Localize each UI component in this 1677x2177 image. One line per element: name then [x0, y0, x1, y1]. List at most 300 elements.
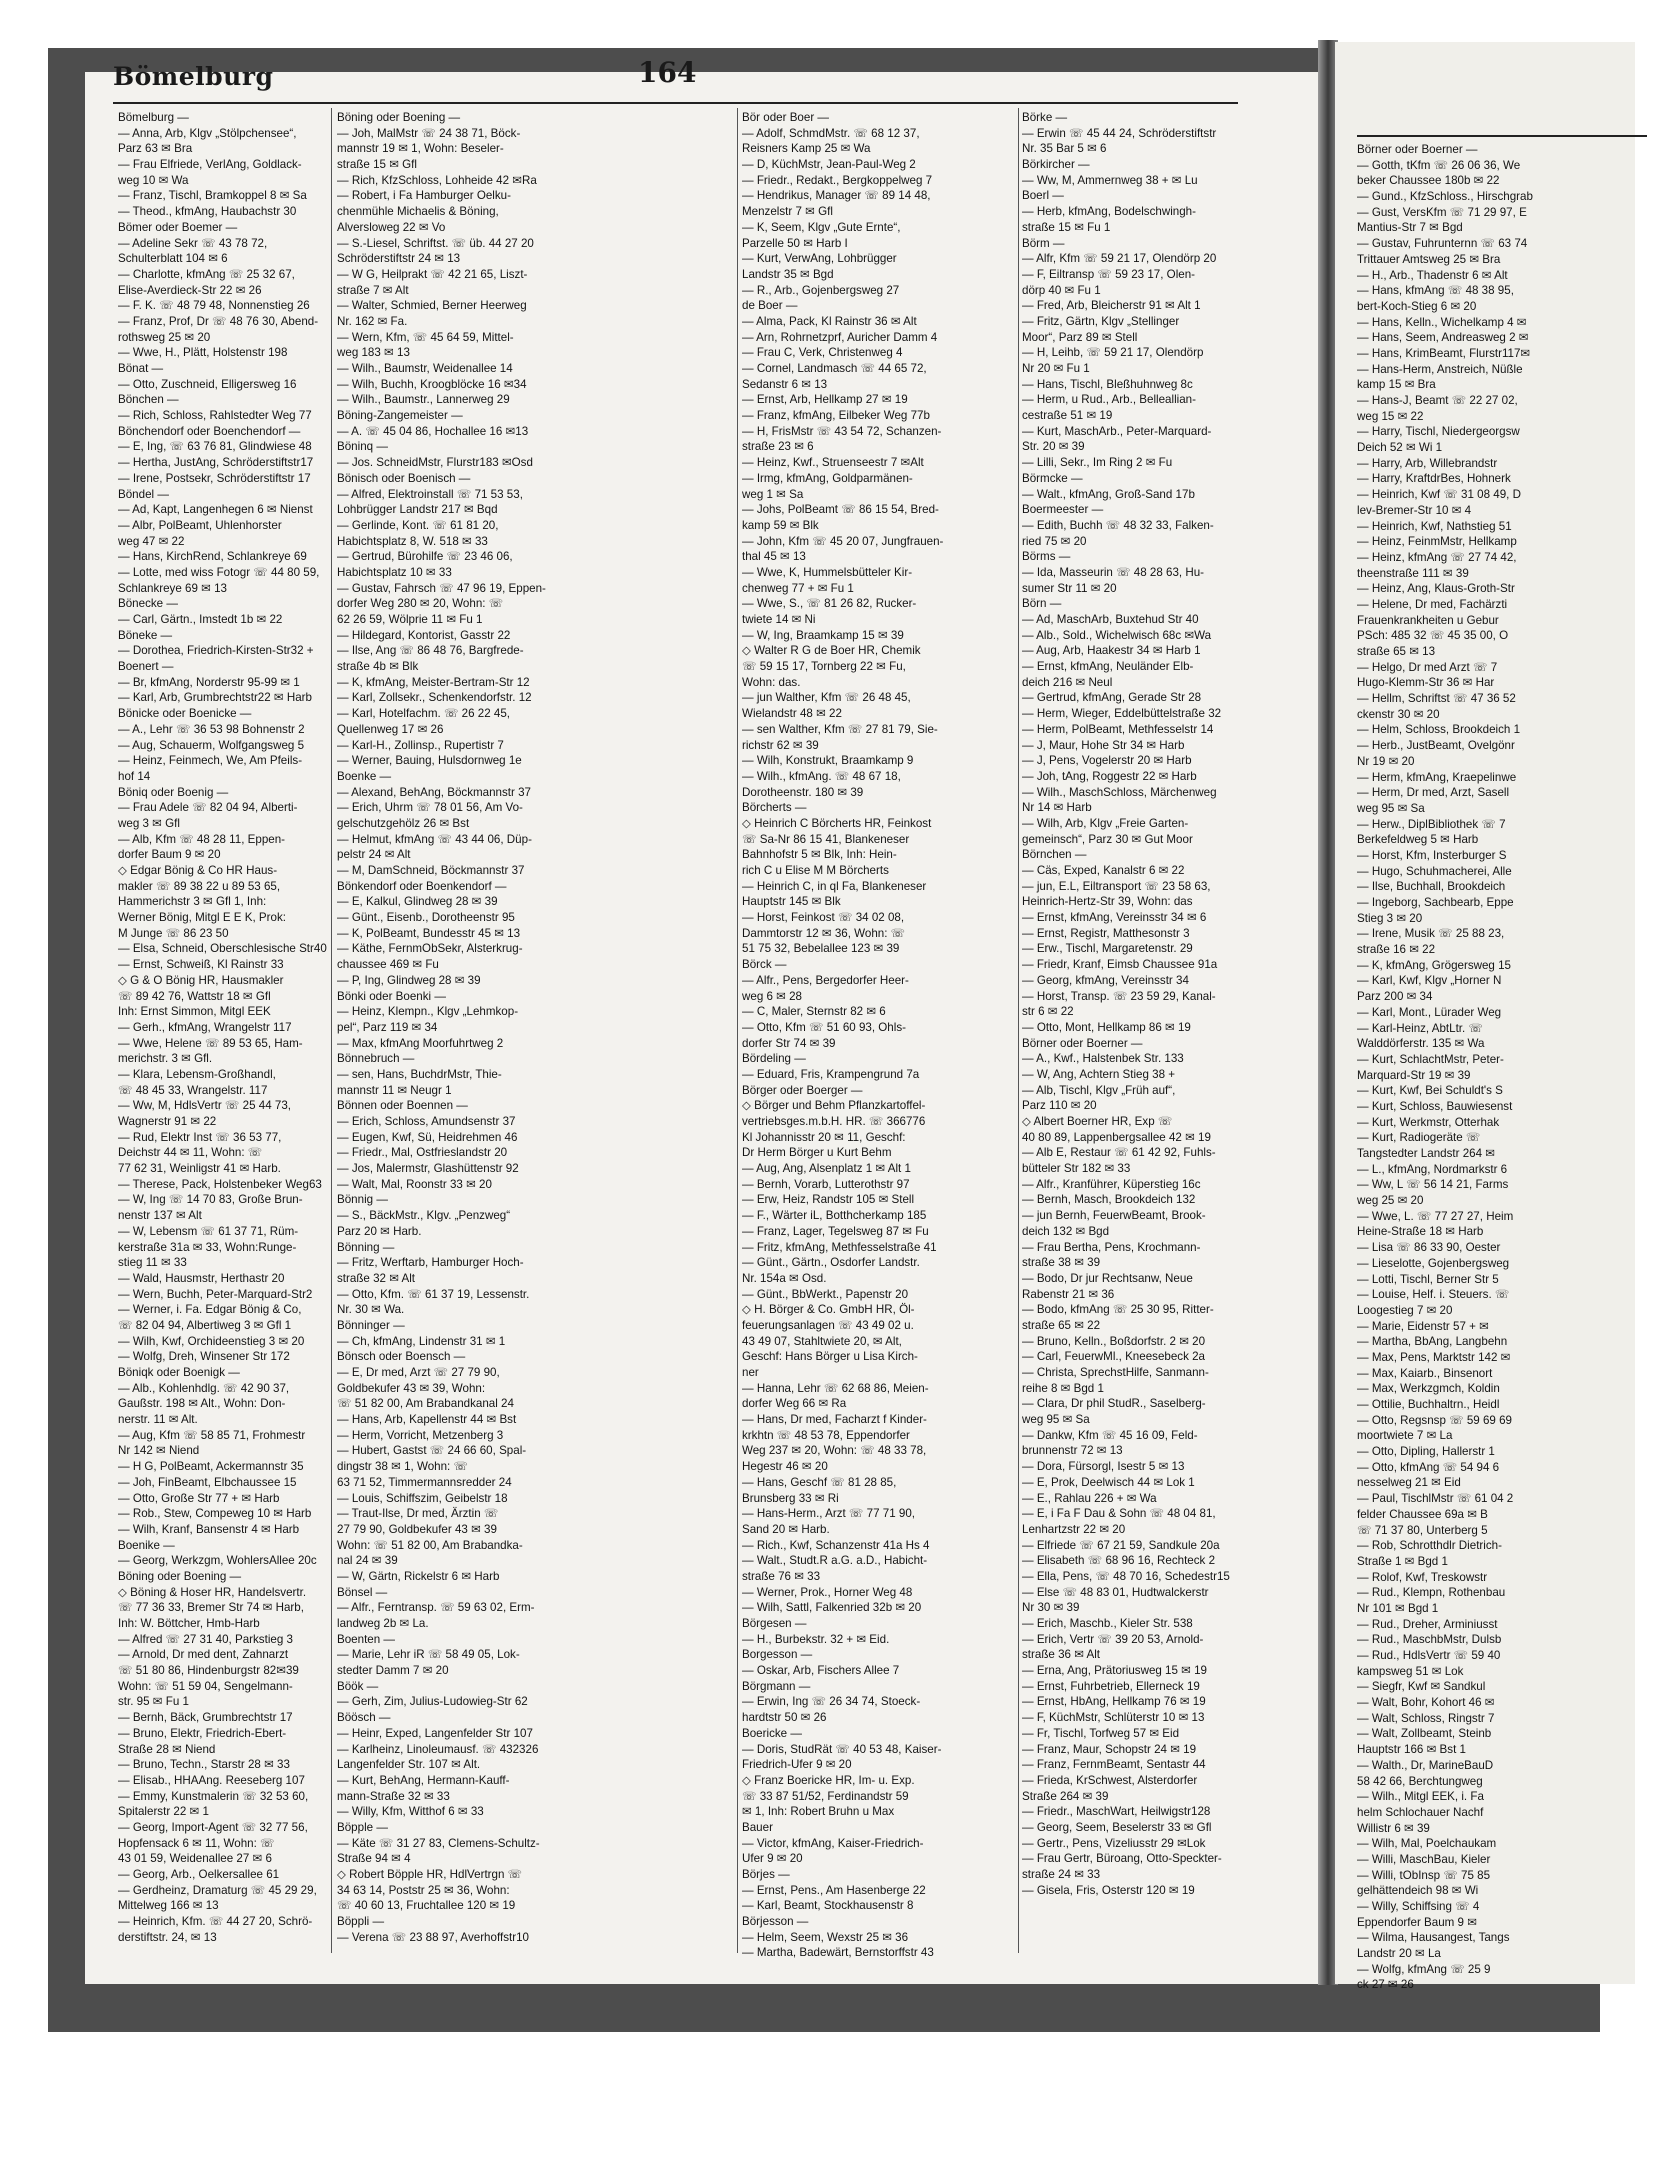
directory-entry-line: — W, Gärtn, Rickelstr 6 ✉ Harb [337, 1569, 500, 1583]
directory-entry-line: ✉ 1, Inh: Robert Bruhn u Max [742, 1805, 895, 1819]
directory-entry-line: — Franz, kfmAng, Eilbeker Weg 77b [742, 409, 930, 423]
directory-entry-line: ☏ 82 04 94, Albertiweg 3 ✉ Gfl 1 [118, 1318, 292, 1332]
directory-entry-line: — Ernst, kfmAng, Vereinsstr 34 ✉ 6 [1022, 911, 1207, 925]
directory-entry-line: — John, Kfm ☏ 45 20 07, Jungfrauen- [742, 534, 944, 548]
directory-entry-line: — Eduard, Fris, Krampengrund 7a [742, 1067, 920, 1081]
directory-entry-line: — Hans, Tischl, Bleßhuhnweg 8c [1022, 377, 1193, 391]
directory-entry-line: — Bruno, Elektr, Friedrich-Ebert- [118, 1726, 287, 1740]
directory-entry-line: — Alb, Kfm ☏ 48 28 11, Eppen- [118, 832, 286, 846]
directory-entry-line: straße 15 ✉ Fu 1 [1022, 220, 1111, 234]
next-page-entry-line: beker Chaussee 180b ✉ 22 [1357, 174, 1500, 188]
next-page-entry-line: — Willi, tObInsp ☏ 75 85 [1357, 1868, 1491, 1882]
next-page-entry-line: Nr 19 ✉ 20 [1357, 754, 1415, 768]
directory-entry-line: — Otto, Kfm ☏ 51 60 93, Ohls- [742, 1020, 906, 1034]
next-page-entry-line: — Lotti, Tischl, Berner Str 5 [1357, 1272, 1499, 1286]
directory-entry-line: Börck — [742, 958, 787, 972]
directory-entry-line: dorfer Str 74 ✉ 39 [742, 1036, 836, 1050]
next-page-entry-line: — Harry, Arb, Willebrandstr [1357, 456, 1498, 470]
directory-entry-line: — Cornel, Landmasch ☏ 44 65 72, [742, 362, 927, 375]
directory-entry-line: 43 49 07, Stahltwiete 20, ✉ Alt, [742, 1334, 902, 1348]
directory-entry-line: — K, PolBeamt, Bundesstr 45 ✉ 13 [337, 926, 521, 940]
directory-entry-line: — Franz, Prof, Dr ☏ 48 76 30, Abend- [118, 314, 319, 328]
directory-entry-line: — A., Kwf., Halstenbek Str. 133 [1022, 1052, 1184, 1066]
directory-entry-line: — Gertr., Pens, Vizeliusstr 29 ✉Lok [1022, 1836, 1206, 1850]
directory-entry-line: — Otto, Kfm. ☏ 61 37 19, Lessenstr. [337, 1287, 530, 1301]
directory-entry-line: Goldbekufer 43 ✉ 39, Wohn: [337, 1381, 486, 1395]
directory-entry-line: rothsweg 25 ✉ 20 [118, 330, 211, 344]
directory-entry-line: Bönicke oder Boenicke — [118, 707, 252, 721]
directory-entry-line: — Otto, Zuschneid, Elligersweg 16 [118, 377, 297, 391]
directory-entry-line: ◇ G & O Bönig HR, Hausmakler [118, 973, 284, 987]
directory-entry-line: — F., Wärter iL, Botthcherkamp 185 [742, 1209, 927, 1223]
directory-entry-line: ◇ Albert Boerner HR, Exp ☏ [1022, 1115, 1173, 1128]
directory-entry-line: — Hans, Dr med, Facharzt f Kinder- [742, 1413, 927, 1427]
directory-entry-line: Börke — [1022, 111, 1068, 124]
next-page-entry-line: — Hans, KrimBeamt, Flurstr117✉ [1357, 346, 1531, 360]
next-page-entry-line: — Heinz, FeinmMstr, Hellkamp [1357, 535, 1517, 549]
directory-entry-line: — Walt., Studt.R a.G. a.D., Habicht- [742, 1554, 928, 1568]
directory-entry-line: Börn — [1022, 597, 1062, 611]
next-page-entry-line: — Kurt, Schloss, Bauwiesenst [1357, 1099, 1513, 1113]
next-page-entry-line: — Gustav, Fuhrunternn ☏ 63 74 [1357, 237, 1528, 251]
directory-entry-line: bütteler Str 182 ✉ 33 [1022, 1162, 1131, 1176]
next-page-entry-line: — Lieselotte, Gojenbergsweg [1357, 1256, 1510, 1270]
next-page-entry-line: — Marie, Eidenstr 57 + ✉ [1357, 1319, 1489, 1333]
directory-entry-line: Boenke — [337, 769, 392, 783]
next-page-entry-line: — Rob, Schrotthdlr Dietrich- [1357, 1539, 1502, 1553]
directory-entry-line: — F, KüchMstr, Schlüterstr 10 ✉ 13 [1022, 1711, 1205, 1725]
next-page-entry-line: weg 15 ✉ 22 [1357, 409, 1424, 423]
directory-entry-line: — Erwin, Ing ☏ 26 34 74, Stoeck- [742, 1695, 921, 1709]
next-page-entry-line: — Willy, Schiffsing ☏ 4 [1357, 1900, 1480, 1913]
next-page-entry-line: PSch: 485 32 ☏ 45 35 00, O [1357, 629, 1509, 643]
directory-entry-line: — Alfr., Ferntransp. ☏ 59 63 02, Erm- [337, 1601, 535, 1615]
next-page-entry-line: — Wilma, Hausangest, Tangs [1357, 1931, 1510, 1945]
directory-entry-line: — Heinrich C, in ql Fa, Blankeneser [742, 879, 927, 893]
directory-entry-line: Börms — [1022, 550, 1071, 564]
next-page-entry-line: Landstr 20 ✉ La [1357, 1947, 1441, 1961]
directory-entry-line: weg 6 ✉ 28 [742, 989, 802, 1003]
directory-entry-line: Lenhartzstr 22 ✉ 20 [1022, 1522, 1126, 1536]
directory-entry-line: — Hildegard, Kontorist, Gasstr 22 [337, 628, 511, 642]
next-page-entry-line: Berkefeldweg 5 ✉ Harb [1357, 833, 1479, 847]
next-page-entry-line: Trittauer Amtsweg 25 ✉ Bra [1357, 252, 1501, 266]
directory-entry-line: weg 10 ✉ Wa [118, 173, 189, 187]
directory-entry-line: — W, Ing ☏ 14 70 83, Große Brun- [118, 1193, 303, 1207]
column-divider [1018, 108, 1019, 1953]
directory-column-1 [118, 110, 328, 1945]
directory-entry-line: — Alfred ☏ 27 31 40, Parkstieg 3 [118, 1632, 293, 1646]
directory-entry-line: — Friedr, Kranf, Eimsb Chaussee 91a [1022, 958, 1218, 972]
directory-column-3 [742, 110, 1014, 1961]
directory-entry-line: — Wwe, S., ☏ 81 26 82, Rucker- [742, 597, 917, 611]
directory-entry-line: — Herm, u Rud., Arb., Belleallian- [1022, 393, 1196, 407]
directory-entry-line: Langenfelder Str. 107 ✉ Alt. [337, 1758, 481, 1772]
directory-entry-line: — Jos, Malermstr, Glashüttenstr 92 [337, 1162, 519, 1176]
directory-entry-line: Börmcke — [1022, 471, 1083, 485]
next-page-entry-line: Parz 200 ✉ 34 [1357, 990, 1433, 1004]
directory-entry-line: — Franz, FernmBeamt, Sentastr 44 [1022, 1758, 1206, 1772]
directory-entry-line: — Joh, FinBeamt, Elbchaussee 15 [118, 1475, 297, 1489]
directory-entry-line: gemeinsch“, Parz 30 ✉ Gut Moor [1022, 832, 1193, 846]
next-page-entry-line: — Kurt, Radiogeräte ☏ [1357, 1131, 1481, 1145]
directory-entry-line: — Gertrud, kfmAng, Gerade Str 28 [1022, 691, 1202, 705]
directory-entry-line: Bönki oder Boenki — [337, 989, 446, 1003]
next-page-entry-line: — Hellm, Schriftst ☏ 47 36 52 [1357, 692, 1516, 706]
directory-entry-line: — J, Pens, Vogelerstr 20 ✉ Harb [1022, 754, 1192, 768]
next-page-entry-line: Deich 52 ✉ Wi 1 [1357, 441, 1443, 455]
directory-entry-line: Lohbrügger Landstr 217 ✉ Bqd [337, 503, 498, 517]
directory-entry-line: — Karl, Arb, Grumbrechtstr22 ✉ Harb [118, 691, 312, 705]
directory-entry-line: Hopfensack 6 ✉ 11, Wohn: ☏ [118, 1836, 275, 1850]
page-number: 164 [638, 56, 697, 89]
directory-entry-line: Spitalerstr 22 ✉ 1 [118, 1805, 209, 1819]
directory-entry-line: — Erwin ☏ 45 44 24, Schröderstiftstr [1022, 126, 1217, 140]
next-page-entry-line: lev-Bremer-Str 10 ✉ 4 [1357, 503, 1472, 517]
directory-entry-line: — E., Rahlau 226 + ✉ Wa [1022, 1491, 1157, 1505]
directory-entry-line: straße 7 ✉ Alt [337, 283, 409, 297]
directory-entry-line: Böök — [337, 1679, 379, 1693]
directory-entry-line: — A. ☏ 45 04 86, Hochallee 16 ✉13 [337, 424, 529, 438]
directory-entry-line: Parz 20 ✉ Harb. [337, 1224, 422, 1238]
directory-entry-line: — Wern, Kfm, ☏ 45 64 59, Mittel- [337, 330, 514, 344]
directory-entry-line: — Horst, Feinkost ☏ 34 02 08, [742, 911, 905, 925]
directory-entry-line: — Wilh., kfmAng. ☏ 48 67 18, [742, 769, 901, 783]
directory-entry-line: — Elfriede ☏ 67 21 59, Sandkule 20a [1022, 1538, 1220, 1552]
directory-entry-line: ☏ 33 87 51/52, Ferdinandstr 59 [742, 1789, 909, 1803]
directory-entry-line: — Erich, Maschb., Kieler Str. 538 [1022, 1617, 1193, 1630]
next-page-entry-line: — Hans-Herm, Anstreich, Nüßle [1357, 362, 1523, 376]
directory-entry-line: Wohn: ☏ 51 59 04, Sengelmann- [118, 1679, 293, 1693]
directory-entry-line: — Clara, Dr phil StudR., Saselberg- [1022, 1397, 1206, 1411]
directory-entry-line: Sand 20 ✉ Harb. [742, 1522, 830, 1536]
next-page-entry-line: Frauenkrankheiten u Gebur [1357, 613, 1499, 627]
directory-entry-line: — Br, kfmAng, Norderstr 95-99 ✉ 1 [118, 675, 300, 689]
next-page-entry-line: — Louise, Helf. i. Steuers. ☏ [1357, 1288, 1510, 1302]
directory-entry-line: Straße 28 ✉ Niend [118, 1742, 216, 1756]
directory-entry-line: — K, kfmAng, Meister-Bertram-Str 12 [337, 675, 530, 689]
next-page-entry-line: — Kurt, Kwf, Bei Schuldt's S [1357, 1084, 1503, 1098]
next-page-entry-line: — Wilh, Mal, Poelchaukam [1357, 1837, 1497, 1851]
directory-entry-line: — Herm, PolBeamt, Methfesselstr 14 [1022, 722, 1214, 736]
next-page-entry-line: Walddörferstr. 135 ✉ Wa [1357, 1037, 1485, 1051]
directory-entry-line: — Else ☏ 48 83 01, Hudtwalckerstr [1022, 1585, 1209, 1599]
directory-entry-line: — Carl, Gärtn., Imstedt 1b ✉ 22 [118, 613, 283, 626]
directory-entry-line: — Gerdheinz, Dramaturg ☏ 45 29 29, [118, 1883, 317, 1897]
directory-entry-line: Parz 110 ✉ 20 [1022, 1099, 1097, 1113]
directory-entry-line: dorfer Weg 66 ✉ Ra [742, 1397, 847, 1411]
directory-entry-line: ◇ Walter R G de Boer HR, Chemik [742, 644, 921, 658]
directory-entry-line: Böndel — [118, 487, 169, 501]
next-page-header-rule [1357, 135, 1647, 137]
directory-entry-line: — Wilh, Konstrukt, Braamkamp 9 [742, 754, 914, 768]
next-page-entry-line: — Paul, TischlMstr ☏ 61 04 2 [1357, 1492, 1514, 1506]
directory-entry-line: Heinrich-Hertz-Str 39, Wohn: das [1022, 895, 1193, 909]
directory-entry-line: — Emmy, Kunstmalerin ☏ 32 53 60, [118, 1789, 309, 1803]
directory-entry-line: — Jos. SchneidMstr, Flurstr183 ✉Osd [337, 456, 533, 470]
directory-entry-line: Wohn: das. [742, 675, 801, 689]
directory-entry-line: — Irene, Postsekr, Schröderstiftstr 17 [118, 471, 311, 485]
directory-entry-line: feuerungsanlagen ☏ 43 49 02 u. [742, 1318, 914, 1332]
directory-entry-line: Dr Herm Börger u Kurt Behm [742, 1146, 892, 1160]
directory-entry-line: — Otto, Große Str 77 + ✉ Harb [118, 1491, 280, 1505]
directory-entry-line: — Ww, M, HdlsVertr ☏ 25 44 73, [118, 1099, 291, 1113]
next-page-entry-line: — H., Arb., Thadenstr 6 ✉ Alt [1357, 268, 1508, 282]
directory-entry-line: — M, DamSchneid, Böckmannstr 37 [337, 864, 525, 877]
next-page-entry-line: — Walt, Zollbeamt, Steinb [1357, 1727, 1492, 1741]
directory-entry-line: Geschf: Hans Börger u Lisa Kirch- [742, 1350, 918, 1364]
directory-entry-line: — Carl, FeuerwMl., Kneesebeck 2a [1022, 1350, 1205, 1364]
directory-entry-line: — Frau C, Verk, Christenweg 4 [742, 346, 903, 360]
directory-entry-line: — Herb, kfmAng, Bodelschwingh- [1022, 205, 1196, 219]
next-page-entry-line: Tangstedter Landstr 264 ✉ [1357, 1147, 1495, 1160]
next-page-entry-line: — Hans, Kelln., Wichelkamp 4 ✉ [1357, 315, 1527, 329]
directory-entry-line: — Lilli, Sekr., Im Ring 2 ✉ Fu [1022, 456, 1173, 470]
directory-entry-line: Moor“, Parz 89 ✉ Stell [1022, 330, 1138, 344]
directory-entry-line: — Herm, Wieger, Eddelbüttelstraße 32 [1022, 707, 1222, 721]
directory-entry-line: — W G, Heilprakt ☏ 42 21 65, Liszt- [337, 267, 528, 281]
directory-entry-line: — Otto, Mont, Hellkamp 86 ✉ 19 [1022, 1020, 1191, 1034]
directory-entry-line: — Robert, i Fa Hamburger Oelku- [337, 189, 511, 203]
next-page-entry-line: — Siegfr, Kwf ✉ Sandkul [1357, 1680, 1486, 1694]
next-page-entry-line: Hauptstr 166 ✉ Bst 1 [1357, 1743, 1466, 1757]
directory-entry-line: — Wilh, Kranf, Bansenstr 4 ✉ Harb [118, 1522, 300, 1536]
directory-entry-line: dorfer Baum 9 ✉ 20 [118, 848, 221, 862]
directory-entry-line: — Friedr., Mal, Ostfrieslandstr 20 [337, 1146, 508, 1160]
next-page-entry-line: gelhättendeich 98 ✉ Wi [1357, 1884, 1479, 1898]
directory-entry-line: 77 62 31, Weinligstr 41 ✉ Harb. [118, 1162, 281, 1176]
directory-entry-line: — Charlotte, kfmAng ☏ 25 32 67, [118, 267, 295, 281]
next-page-entry-line: — Hans, Seem, Andreasweg 2 ✉ [1357, 331, 1529, 345]
next-page-entry-line: — Walth., Dr, MarineBauD [1357, 1758, 1494, 1772]
directory-entry-line: — Rud, Elektr Inst ☏ 36 53 77, [118, 1130, 282, 1144]
directory-entry-line: — F. K. ☏ 48 79 48, Nonnenstieg 26 [118, 299, 310, 313]
directory-entry-line: — Kurt, BehAng, Hermann-Kauff- [337, 1773, 510, 1787]
directory-entry-line: — E, Kalkul, Glindweg 28 ✉ 39 [337, 895, 498, 909]
directory-entry-line: Bahnhofstr 5 ✉ Blk, Inh: Hein- [742, 848, 897, 862]
directory-entry-line: — Wwe, Helene ☏ 89 53 65, Ham- [118, 1036, 303, 1050]
next-page-entry-line: ck 27 ✉ 26 [1357, 1978, 1414, 1992]
next-page-entry-line: — Karl, Kwf, Klgv „Horner N [1357, 974, 1502, 988]
directory-entry-line: — Victor, kfmAng, Kaiser-Friedrich- [742, 1836, 924, 1850]
directory-entry-line: Bör oder Boer — [742, 111, 829, 124]
directory-entry-line: dingstr 38 ✉ 1, Wohn: ☏ [337, 1460, 468, 1474]
directory-entry-line: Böösch — [337, 1711, 391, 1725]
directory-entry-line: Bönnig — [337, 1193, 388, 1207]
directory-entry-line: — Aug, Ang, Alsenplatz 1 ✉ Alt 1 [742, 1162, 911, 1176]
directory-entry-line: — Karlheinz, Linoleumausf. ☏ 432326 [337, 1742, 539, 1756]
next-page-entry-line: — Rud., Dreher, Arminiusst [1357, 1617, 1498, 1631]
directory-entry-line: Dammtorstr 12 ✉ 36, Wohn: ☏ [742, 926, 906, 940]
directory-entry-line: — Gertrud, Bürohilfe ☏ 23 46 06, [337, 550, 513, 564]
directory-entry-line: — D, KüchMstr, Jean-Paul-Weg 2 [742, 158, 916, 172]
directory-entry-line: Ufer 9 ✉ 20 [742, 1852, 803, 1866]
directory-entry-line: dorfer Weg 280 ✉ 20, Wohn: ☏ [337, 597, 504, 611]
directory-entry-line: weg 3 ✉ Gfl [118, 816, 180, 830]
directory-entry-line: — Erich, Schloss, Amundsenstr 37 [337, 1115, 516, 1128]
directory-entry-line: — Wolfg, Dreh, Winsener Str 172 [118, 1350, 290, 1364]
directory-entry-line: — Alfr., Kranführer, Küperstieg 16c [1022, 1177, 1201, 1191]
directory-entry-line: straße 65 ✉ 22 [1022, 1318, 1101, 1332]
directory-entry-line: Böniq oder Boenig — [118, 785, 229, 799]
directory-entry-line: richstr 62 ✉ 39 [742, 738, 819, 752]
directory-entry-line: Bördeling — [742, 1052, 806, 1066]
directory-entry-line: — Heinrich, Kfm. ☏ 44 27 20, Schrö- [118, 1915, 313, 1929]
directory-entry-line: Nr. 30 ✉ Wa. [337, 1303, 405, 1317]
directory-entry-line: Nr 14 ✉ Harb [1022, 801, 1092, 815]
next-page-entry-line: — Karl, Mont., Lürader Weg [1357, 1005, 1502, 1019]
next-page-entry-line: Börner oder Boerner — [1357, 143, 1478, 156]
next-page-entry-line: felder Chaussee 69a ✉ B [1357, 1507, 1488, 1521]
directory-entry-line: — Elisab., HHAAng. Reeseberg 107 [118, 1773, 305, 1787]
directory-entry-line: — Wwe, K, Hummelsbütteler Kir- [742, 565, 913, 579]
directory-entry-line: pel“, Parz 119 ✉ 34 [337, 1020, 438, 1034]
next-page-entry-line: — Heinz, Ang, Klaus-Groth-Str [1357, 582, 1515, 596]
next-page-entry-line: Willistr 6 ✉ 39 [1357, 1821, 1430, 1835]
directory-entry-line: Habichtsplatz 8, W. 518 ✉ 33 [337, 534, 488, 548]
next-page-entry-line: — Kurt, Werkmstr, Otterhak [1357, 1115, 1500, 1129]
directory-entry-line: rich C u Elise M M Börcherts [742, 864, 889, 877]
directory-entry-line: — C, Maler, Sternstr 82 ✉ 6 [742, 1005, 886, 1019]
directory-entry-line: Hegestr 46 ✉ 20 [742, 1460, 828, 1474]
directory-entry-line: sumer Str 11 ✉ 20 [1022, 581, 1117, 595]
directory-entry-line: — Anna, Arb, Klgv „Stölpchensee“, [118, 126, 297, 140]
directory-entry-line: Nr. 162 ✉ Fa. [337, 314, 408, 328]
directory-entry-line: — K, Seem, Klgv „Gute Ernte“, [742, 220, 901, 234]
directory-entry-line: — Hubert, Gastst ☏ 24 66 60, Spal- [337, 1444, 527, 1458]
directory-entry-line: — Ernst, HbAng, Hellkamp 76 ✉ 19 [1022, 1695, 1206, 1709]
directory-entry-line: chaussee 469 ✉ Fu [337, 958, 439, 972]
directory-entry-line: Reisners Kamp 25 ✉ Wa [742, 142, 871, 156]
directory-entry-line: M Junge ☏ 86 23 50 [118, 926, 229, 940]
next-page-entry-line: — Rud., MaschbMstr, Dulsb [1357, 1633, 1502, 1647]
next-page-entry-line: — Ilse, Buchhall, Brookdeich [1357, 880, 1506, 894]
directory-entry-line: — H, FrisMstr ☏ 43 54 72, Schanzen- [742, 424, 942, 438]
directory-entry-line: 34 63 14, Poststr 25 ✉ 36, Wohn: [337, 1883, 510, 1897]
next-page-entry-line: — Max, Pens, Marktstr 142 ✉ [1357, 1350, 1511, 1364]
directory-entry-line: — Friedr., Redakt., Bergkoppelweg 7 [742, 173, 933, 187]
directory-entry-line: Bömer oder Boemer — [118, 220, 238, 234]
next-page-entry-line: — Martha, BbAng, Langbehn [1357, 1335, 1508, 1349]
directory-entry-line: — Helm, Seem, Wexstr 25 ✉ 36 [742, 1930, 909, 1944]
directory-entry-line: — Wilh, Arb, Klgv „Freie Garten- [1022, 816, 1189, 830]
directory-entry-line: vertriebsges.m.b.H. HR. ☏ 366776 [742, 1115, 926, 1128]
directory-entry-line: ◇ Börger und Behm Pflanzkartoffel- [742, 1099, 926, 1113]
running-head [113, 56, 1223, 100]
directory-entry-line: Böninq — [337, 440, 388, 454]
directory-entry-line: Bönnen oder Boennen — [337, 1099, 468, 1113]
directory-entry-line: Nr 142 ✉ Niend [118, 1444, 200, 1458]
directory-entry-line: Straße 94 ✉ 4 [337, 1852, 411, 1866]
directory-entry-line: — Alfr., Pens, Bergedorfer Heer- [742, 973, 909, 987]
directory-entry-line: deich 216 ✉ Neul [1022, 675, 1113, 689]
next-page-entry-line: — Heinrich, Kwf, Nathstieg 51 [1357, 519, 1512, 533]
directory-entry-line: — S.-Liesel, Schriftst. ☏ üb. 44 27 20 [337, 236, 534, 250]
directory-entry-line: Schlankreye 69 ✉ 13 [118, 581, 227, 595]
next-page-entry-line: — Herm, Dr med, Arzt, Sasell [1357, 786, 1510, 800]
next-page-entry-line: weg 95 ✉ Sa [1357, 801, 1425, 815]
directory-entry-line: — Hertha, JustAng, Schröderstiftstr17 [118, 456, 314, 470]
directory-entry-line: mannstr 19 ✉ 1, Wohn: Beseler- [337, 142, 504, 156]
directory-entry-line: — Heinz, Klempn., Klgv „Lehmkop- [337, 1005, 519, 1019]
directory-entry-line: — Hanna, Lehr ☏ 62 68 86, Meien- [742, 1381, 929, 1395]
directory-entry-line: Bönsch oder Boensch — [337, 1350, 466, 1364]
directory-entry-line: Werner Bönig, Mitgl E E K, Prok: [118, 911, 286, 925]
directory-entry-line: — Dora, Fürsorgl, Isestr 5 ✉ 13 [1022, 1460, 1185, 1474]
next-page-entry-line: — Heinrich, Kwf ☏ 31 08 49, D [1357, 488, 1521, 502]
directory-entry-line: Borgesson — [742, 1648, 813, 1662]
directory-entry-line: makler ☏ 89 38 22 u 89 53 65, [118, 879, 281, 893]
directory-entry-line: — Erw., Tischl, Margaretenstr. 29 [1022, 942, 1193, 956]
directory-entry-line: — Werner, Prok., Horner Weg 48 [742, 1585, 913, 1599]
directory-entry-line: — Lotte, med wiss Fotogr ☏ 44 80 59, [118, 565, 320, 579]
directory-entry-line: — Wilh., Baumstr., Lannerweg 29 [337, 393, 510, 407]
next-page-entry-line: — Gund., KfzSchloss., Hirschgrab [1357, 190, 1533, 204]
directory-entry-line: — Aug, Schauerm, Wolfgangsweg 5 [118, 738, 305, 752]
directory-entry-line: Böppli — [337, 1915, 385, 1929]
next-page-entry-line: — Wilh., Mitgl EEK, i. Fa [1357, 1790, 1484, 1804]
next-page-entry-line: — Helgo, Dr med Arzt ☏ 7 [1357, 660, 1498, 674]
directory-entry-line: — Alb., Kohlenhdlg. ☏ 42 90 37, [118, 1381, 290, 1395]
directory-entry-line: — Georg, Import-Agent ☏ 32 77 56, [118, 1820, 308, 1834]
directory-entry-line: Bönisch oder Boenisch — [337, 471, 471, 485]
directory-entry-line: — Käthe, FernmObSekr, Alsterkrug- [337, 942, 523, 956]
directory-entry-line: Parz 63 ✉ Bra [118, 142, 193, 156]
next-page-entry-line: — Rud., Klempn, Rothenbau [1357, 1586, 1506, 1600]
directory-entry-line: — Louis, Schiffszim, Geibelstr 18 [337, 1491, 508, 1505]
directory-entry-line: — Bernh, Masch, Brookdeich 132 [1022, 1193, 1196, 1207]
directory-entry-line: Schröderstiftstr 24 ✉ 13 [337, 252, 461, 266]
directory-entry-line: kerstraße 31a ✉ 33, Wohn:Runge- [118, 1240, 297, 1254]
directory-entry-line: Börgmann — [742, 1679, 811, 1693]
next-page-entry-line: nesselweg 21 ✉ Eid [1357, 1476, 1461, 1490]
directory-entry-line: straße 32 ✉ Alt [337, 1271, 416, 1285]
directory-entry-line: mann-Straße 32 ✉ 33 [337, 1789, 450, 1803]
next-page-entry-line: — Walt, Schloss, Ringstr 7 [1357, 1711, 1495, 1725]
directory-entry-line: ☏ 51 80 86, Hindenburgstr 82✉39 [118, 1664, 299, 1678]
directory-entry-line: — Fritz, Werftarb, Hamburger Hoch- [337, 1256, 524, 1270]
directory-entry-line: — Traut-Ilse, Dr med, Ärztin ☏ [337, 1507, 499, 1521]
directory-entry-line: — Aug, Arb, Haakestr 34 ✉ Harb 1 [1022, 644, 1201, 658]
directory-entry-line: Habichtsplatz 10 ✉ 33 [337, 565, 452, 579]
directory-entry-line: — Gerh., kfmAng, Wrangelstr 117 [118, 1020, 292, 1034]
directory-entry-line: — J, Maur, Hohe Str 34 ✉ Harb [1022, 738, 1185, 752]
directory-entry-line: stieg 11 ✉ 33 [118, 1256, 187, 1270]
directory-entry-line: dörp 40 ✉ Fu 1 [1022, 283, 1101, 297]
directory-entry-line: — Bruno, Techn., Starstr 28 ✉ 33 [118, 1758, 290, 1772]
next-page-entry-line: kamp 15 ✉ Bra [1357, 378, 1436, 392]
directory-entry-line: ☏ 40 60 13, Fruchtallee 120 ✉ 19 [337, 1899, 516, 1913]
directory-entry-line: — H G, PolBeamt, Ackermannstr 35 [118, 1460, 304, 1474]
next-page-entry-line: — Ingeborg, Sachbearb, Eppe [1357, 896, 1514, 909]
directory-entry-line: Börger oder Boerger — [742, 1083, 863, 1097]
next-page-entry-line: ckenstr 30 ✉ 20 [1357, 707, 1440, 721]
directory-entry-line: — Erna, Ang, Prätoriusweg 15 ✉ 19 [1022, 1664, 1208, 1678]
directory-entry-line: — Werner, Bauing, Hulsdornweg 1e [337, 754, 522, 768]
directory-entry-line: straße 36 ✉ Alt [1022, 1648, 1101, 1662]
next-page-entry-line: — Lisa ☏ 86 33 90, Oester [1357, 1241, 1501, 1255]
directory-entry-line: landweg 2b ✉ La. [337, 1617, 429, 1630]
directory-entry-line: str 6 ✉ 22 [1022, 1005, 1074, 1019]
directory-entry-line: — S., BäckMstr., Klgv. „Penzweg“ [337, 1209, 511, 1223]
directory-entry-line: krkhtn ☏ 48 53 78, Eppendorfer [742, 1428, 910, 1442]
directory-entry-line: — Edith, Buchh ☏ 48 32 33, Falken- [1022, 518, 1214, 532]
directory-entry-line: — Bernh, Vorarb, Lutterothstr 97 [742, 1177, 910, 1191]
directory-entry-line: reihe 8 ✉ Bgd 1 [1022, 1381, 1104, 1395]
directory-entry-line: Boenten — [337, 1632, 396, 1646]
next-page-entry-line: — Kurt, SchlachtMstr, Peter- [1357, 1052, 1504, 1066]
directory-entry-line: Brunsberg 33 ✉ Ri [742, 1491, 839, 1505]
